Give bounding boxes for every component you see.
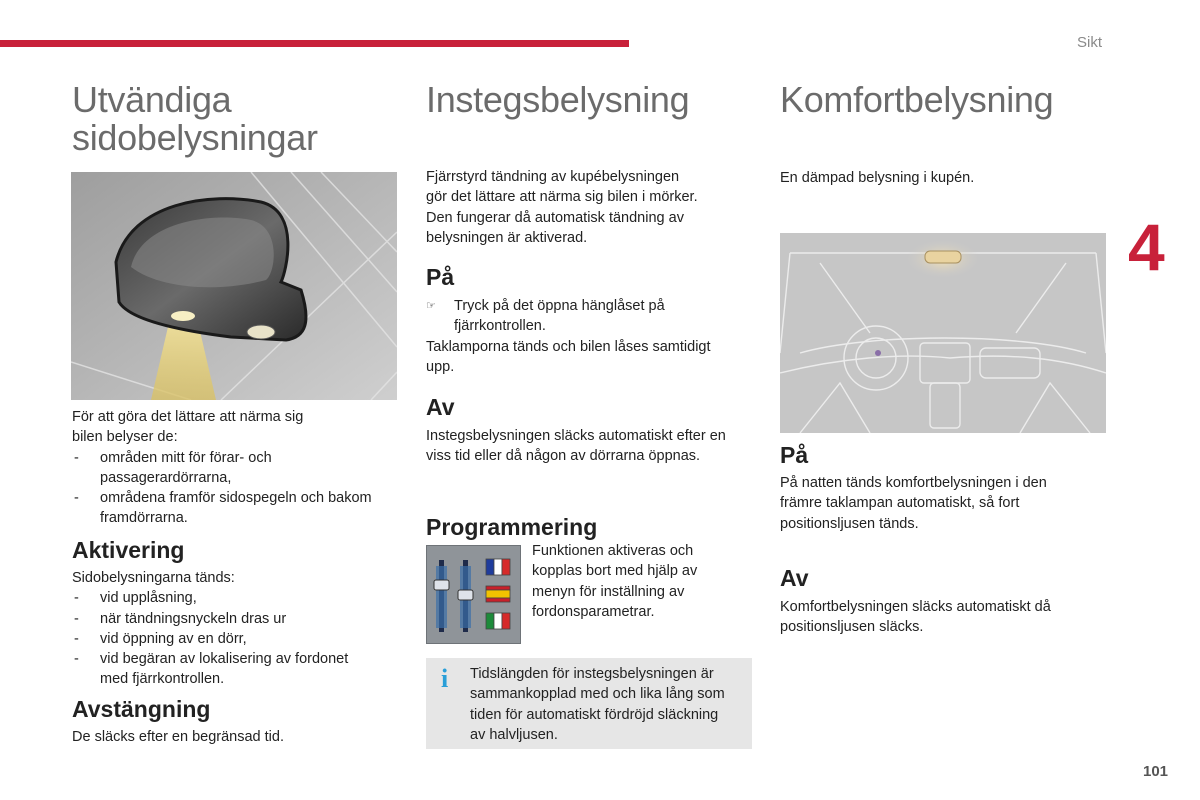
on-text-col2	[426, 296, 756, 377]
activation-text	[72, 568, 402, 690]
info-icon: i	[441, 664, 449, 693]
info-line: sammankopplad med och lika lång som	[470, 686, 725, 703]
activation-heading: Aktivering	[72, 537, 185, 563]
col1-intro-line1: För att göra det lättare att närma sig	[72, 409, 304, 425]
col1-title	[72, 81, 318, 157]
list-item-text: med fjärrkontrollen.	[100, 671, 225, 688]
off-line: Instegsbelysningen släcks automatiskt efter en	[426, 428, 726, 444]
on-result-line2: upp.	[426, 358, 455, 375]
on-heading-col2: På	[426, 264, 455, 290]
col2-intro-line: belysningen är aktiverad.	[426, 229, 588, 246]
info-line: Tidslängden för instegsbelysningen är	[470, 666, 714, 682]
chapter-number: 4	[1128, 210, 1165, 284]
list-item-text: när tändningsnyckeln dras ur	[100, 610, 287, 627]
on-line: På natten tänds komfortbelysningen i den	[780, 475, 1047, 491]
col1-title-line2: sidobelysningar	[72, 117, 318, 158]
programming-line: kopplas bort med hjälp av	[532, 563, 698, 580]
on-result-line1: Taklamporna tänds och bilen låses samtidigt	[426, 338, 711, 355]
on-bullet	[426, 296, 756, 337]
section-label: Sikt	[1077, 34, 1103, 51]
col1-title-line1: Utvändiga	[72, 79, 232, 120]
programming-line: Funktionen aktiveras och	[532, 543, 694, 559]
on-line: främre taklampan automatiskt, så fort	[780, 495, 1020, 512]
list-item	[72, 448, 402, 489]
col2-title: Instegsbelysning	[426, 79, 690, 120]
list-item-text: vid öppning av en dörr,	[100, 630, 247, 647]
list-item	[72, 488, 402, 529]
on-bullet-line1: Tryck på det öppna hänglåset på	[454, 298, 665, 314]
col3-intro: En dämpad belysning i kupén.	[780, 170, 975, 186]
off-text-col2	[426, 426, 756, 467]
programming-text	[532, 541, 747, 622]
on-bullet-line2: fjärrkontrollen.	[454, 318, 546, 335]
info-line: tiden för automatiskt fördröjd släckning	[470, 706, 719, 723]
off-heading-col2: Av	[426, 394, 455, 420]
col1-intro	[72, 407, 402, 529]
programming-heading: Programmering	[426, 514, 598, 540]
off-text-col3	[780, 597, 1110, 638]
list-item	[72, 629, 402, 649]
on-heading-col3: På	[780, 442, 809, 468]
header-accent-bar	[0, 40, 629, 47]
list-item-text: vid begäran av lokalisering av fordonet	[100, 651, 349, 668]
list-item	[72, 588, 402, 608]
list-item-text: områdena framför sidospegeln och bakom	[100, 490, 372, 507]
off-heading-col3: Av	[780, 565, 809, 591]
col2-intro-line: Fjärrstyrd tändning av kupébelysningen	[426, 169, 680, 185]
pointing-hand-icon: ☞	[426, 300, 436, 312]
on-line: positionsljusen tänds.	[780, 515, 919, 532]
off-line: Komfortbelysningen släcks automatiskt då	[780, 599, 1051, 615]
programming-line: fordonsparametrar.	[532, 603, 655, 620]
off-heading-col1: Avstängning	[72, 696, 211, 722]
col3-title: Komfortbelysning	[780, 79, 1054, 120]
on-text-col3	[780, 473, 1110, 534]
off-line: positionsljusen släcks.	[780, 619, 924, 636]
list-item-text: framdörrarna.	[100, 510, 188, 527]
settings-menu-icon	[426, 545, 521, 644]
col2-intro	[426, 167, 756, 248]
info-line: av halvljusen.	[470, 726, 558, 743]
list-item-text: passagerardörrarna,	[100, 469, 232, 486]
activation-list	[72, 588, 402, 689]
lit-areas-list	[72, 448, 402, 529]
list-item-text: områden mitt för förar- och	[100, 449, 272, 466]
list-item-text: vid upplåsning,	[100, 590, 197, 607]
off-line: viss tid eller då någon av dörrarna öppnas.	[426, 448, 701, 465]
info-note-text	[470, 664, 750, 745]
col2-intro-line: Den fungerar då automatisk tändning av	[426, 209, 684, 226]
activation-intro: Sidobelysningarna tänds:	[72, 570, 235, 586]
col1-intro-line2: bilen belyser de:	[72, 429, 178, 446]
list-item	[72, 649, 402, 690]
col2-intro-line: gör det lättare att närma sig bilen i mörker.	[426, 189, 698, 206]
interior-dashboard-illustration	[780, 233, 1106, 433]
list-item	[72, 609, 402, 629]
off-text-col1: De släcks efter en begränsad tid.	[72, 729, 284, 745]
page-number: 101	[1143, 763, 1169, 780]
mirror-light-illustration	[71, 172, 397, 400]
programming-line: menyn för inställning av	[532, 583, 685, 600]
